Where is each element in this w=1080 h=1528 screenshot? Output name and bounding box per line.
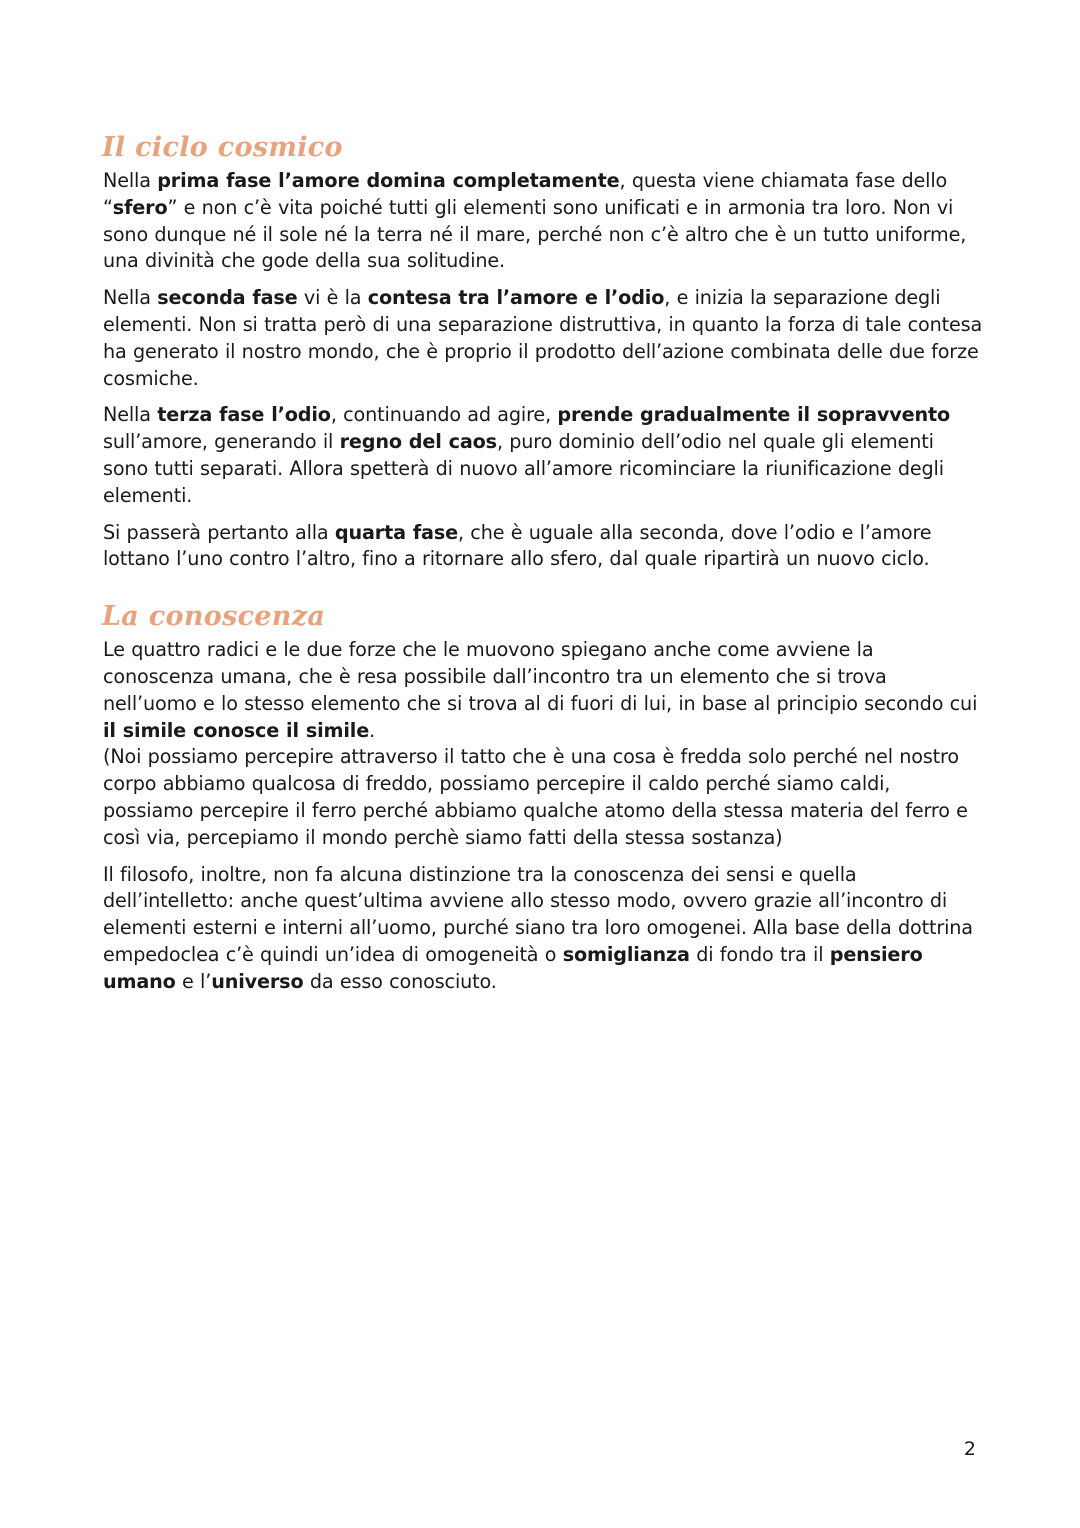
paragraph-quattro-radici (103, 637, 983, 744)
text-run: , questa viene chiamata fase dello “ (103, 169, 948, 219)
paragraph-percezione-esempi (103, 744, 983, 851)
text-run: Le quattro radici e le due forze che le muovono spiegano anche come avviene la conoscenza umana, che è resa possibile dall’incontro tra un elemento che si trova nell’uomo e lo stesso elemento che si trova al di fuori di lui, in base al principio secondo cui (103, 638, 978, 715)
text-run: da esso conosciuto. (303, 969, 497, 993)
bold-text-run: universo (211, 969, 304, 993)
bold-text-run: pensiero umano (103, 942, 923, 993)
text-run: . (369, 718, 376, 742)
text-run: ” e non c’è vita poiché tutti gli elementi sono unificati e in armonia tra loro. Non vi sono dunque né il sole né la terra né il mare, perché non c’è altro che è un tutto uniforme, una divinità che gode della sua solitudine. (103, 195, 967, 273)
document-page (103, 130, 983, 1006)
bold-text-run: terza fase l’odio (157, 403, 331, 427)
text-run: vi è la (297, 286, 368, 310)
text-run: , e inizia la separazione degli elementi. Non si tratta però di una separazione distruttiva, in quanto la forza di tale contesa ha generato il nostro mondo, che è proprio il prodotto dell’azione combinata delle due forze cosmiche. (103, 286, 983, 390)
paragraph-seconda-fase (103, 285, 983, 392)
paragraph-quarta-fase (103, 520, 983, 574)
text-run: di fondo tra il (689, 942, 830, 966)
text-run: , continuando ad agire, (330, 403, 558, 427)
text-run: Nella (103, 286, 158, 310)
text-run: , che è uguale alla seconda, dove l’odio e l’amore lottano l’uno contro l’altro, fino a ritornare allo sfero, dal quale ripartirà un nuovo ciclo. (103, 520, 932, 571)
bold-text-run: somiglianza (562, 942, 690, 966)
text-run: (Noi possiamo percepire attraverso il tatto che è una cosa è fredda solo perché nel nostro corpo abbiamo qualcosa di freddo, possiamo percepire il caldo perché siamo caldi, possiamo percepire il ferro perché abbiamo qualche atomo della stessa materia del ferro e così via, percepiamo il mondo perchè siamo fatti della stessa sostanza) (103, 745, 968, 849)
text-run: sull’amore, generando il (103, 430, 340, 454)
page-number: 2 (963, 1438, 976, 1460)
bold-text-run: quarta fase (334, 520, 458, 544)
bold-text-run: sfero (112, 195, 168, 219)
text-run: Nella (103, 403, 158, 427)
paragraph-terza-fase (103, 402, 983, 509)
text-run: Si passerà pertanto alla (103, 520, 335, 544)
text-run: Nella (103, 169, 158, 192)
section-heading-conoscenza: La conoscenza (102, 601, 326, 633)
bold-text-run: seconda fase (157, 286, 298, 310)
paragraph-prima-fase (103, 168, 983, 275)
bold-text-run: il simile conosce il simile (103, 718, 370, 742)
bold-text-run: prima fase l’amore domina completamente (157, 169, 620, 192)
text-run: e l’ (175, 969, 212, 993)
paragraph-filosofo-intelletto (103, 862, 983, 996)
section-heading-ciclo-cosmico: Il ciclo cosmico (102, 132, 343, 163)
bold-text-run: regno del caos (339, 430, 497, 454)
text-run: Il filosofo, inoltre, non fa alcuna distinzione tra la conoscenza dei sensi e quella dell’intelletto: anche quest’ultima avviene allo stesso modo, ovvero grazie all’incontro di elementi esterni e interni all’uomo, purché siano tra loro omogenei. Alla base della dottrina empedoclea c’è quindi un’idea di omogeneità o (103, 862, 973, 966)
text-run: , puro dominio dell’odio nel quale gli elementi sono tutti separati. Allora spetterà di nuovo all’amore ricominciare la riunificazione degli elementi. (103, 430, 944, 507)
bold-text-run: contesa tra l’amore e l’odio (367, 286, 665, 310)
bold-text-run: prende gradualmente il sopravvento (557, 403, 951, 427)
